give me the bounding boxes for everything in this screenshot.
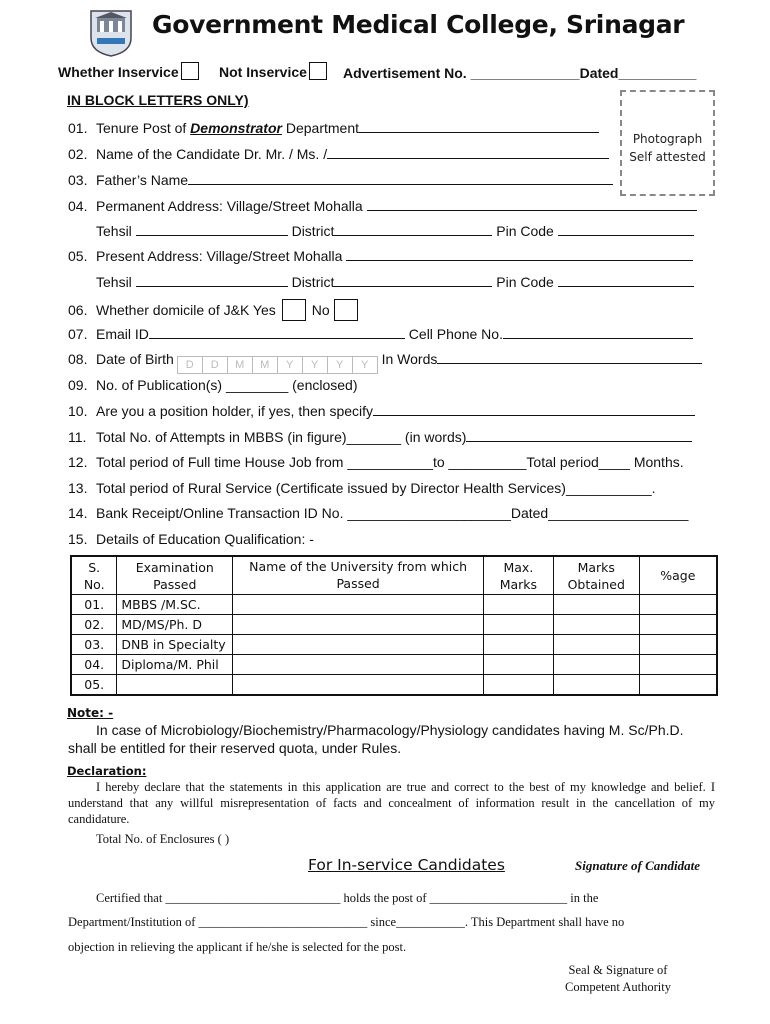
- domicile-yes-box[interactable]: [282, 299, 306, 321]
- header-university: Name of the University from which Passed: [233, 556, 484, 595]
- photo-label: Photograph: [632, 132, 703, 146]
- field-tenure-post: 01. Tenure Post of Demonstrator Department: [68, 120, 599, 136]
- table-row: 01. MBBS /M.SC.: [71, 595, 717, 615]
- field-permanent-address: 04. Permanent Address: Village/Street Mohalla: [68, 198, 697, 214]
- max-marks-cell[interactable]: [483, 635, 553, 655]
- present-address-input[interactable]: [346, 248, 693, 261]
- college-emblem-icon: [88, 8, 134, 58]
- percentage-cell[interactable]: [639, 655, 717, 675]
- marks-obtained-cell[interactable]: [553, 675, 639, 696]
- marks-obtained-cell[interactable]: [553, 615, 639, 635]
- domicile-no-box[interactable]: [334, 299, 358, 321]
- percentage-cell[interactable]: [639, 675, 717, 696]
- header-percentage: %age: [639, 556, 717, 595]
- dob-boxes[interactable]: D D M M Y Y Y Y: [178, 356, 378, 374]
- permanent-district-input[interactable]: [334, 223, 492, 236]
- note-heading: Note: -: [67, 706, 114, 720]
- not-inservice-label: Not Inservice: [219, 64, 307, 80]
- university-cell[interactable]: [233, 635, 484, 655]
- university-cell[interactable]: [233, 675, 484, 696]
- table-row: 04. Diploma/M. Phil: [71, 655, 717, 675]
- certification-line-2: Department/Institution of ___________________________ since___________. This Department shall have no: [68, 915, 625, 929]
- field-bank-receipt: 14. Bank Receipt/Online Transaction ID No. _____________________Dated__________________: [68, 505, 689, 521]
- marks-obtained-cell[interactable]: [553, 635, 639, 655]
- field-permanent-tehsil-row: Tehsil District Pin Code: [96, 223, 694, 239]
- photo-box[interactable]: [620, 90, 715, 196]
- page-title: Government Medical College, Srinagar: [152, 10, 685, 39]
- email-input[interactable]: [149, 326, 405, 339]
- field-mbbs-attempts: 11. Total No. of Attempts in MBBS (in figure)_______ (in words): [68, 429, 692, 445]
- permanent-pincode-input[interactable]: [558, 223, 694, 236]
- block-letters-instruction: IN BLOCK LETTERS ONLY): [67, 92, 249, 108]
- max-marks-cell[interactable]: [483, 655, 553, 675]
- signature-label: Signature of Candidate: [575, 858, 700, 873]
- marks-obtained-cell[interactable]: [553, 595, 639, 615]
- max-marks-cell[interactable]: [483, 595, 553, 615]
- percentage-cell[interactable]: [639, 595, 717, 615]
- field-father-name: 03. Father’s Name: [68, 172, 613, 188]
- header-marks-obtained: Marks Obtained: [553, 556, 639, 595]
- photo-sublabel: Self attested: [629, 150, 706, 164]
- enclosures-line: Total No. of Enclosures ( ): [96, 832, 230, 846]
- field-publications: 09. No. of Publication(s) ________ (enclosed): [68, 377, 358, 393]
- not-inservice-checkbox[interactable]: [309, 62, 327, 80]
- college-logo: [88, 8, 134, 58]
- marks-obtained-cell[interactable]: [553, 655, 639, 675]
- inservice-option: [58, 62, 199, 80]
- not-inservice-option: [219, 62, 327, 80]
- present-tehsil-input[interactable]: [136, 274, 288, 287]
- permanent-address-input[interactable]: [367, 198, 697, 211]
- university-cell[interactable]: [233, 595, 484, 615]
- table-row: 05.: [71, 675, 717, 696]
- table-header-row: [71, 556, 717, 595]
- table-row: 02. MD/MS/Ph. D: [71, 615, 717, 635]
- attempts-words-input[interactable]: [466, 429, 692, 442]
- certification-line-1: Certified that ____________________________ holds the post of ______________________ in the: [96, 891, 599, 905]
- university-cell[interactable]: [233, 615, 484, 635]
- header-exam: Examination Passed: [117, 556, 233, 595]
- inservice-label: Whether Inservice: [58, 64, 179, 80]
- field-house-job: 12. Total period of Full time House Job from ___________to __________Total period____ Months.: [68, 454, 684, 470]
- dob-in-words-input[interactable]: [437, 351, 702, 364]
- department-input[interactable]: [359, 120, 599, 133]
- note-text: In case of Microbiology/Biochemistry/Pharmacology/Physiology candidates having M. Sc/Ph.D. shall be entitled for their reserved quota, under Rules.: [68, 722, 684, 756]
- field-domicile: 06. Whether domicile of J&K Yes No: [68, 299, 364, 321]
- field-date-of-birth: 08. Date of Birth D D M M Y Y Y Y In Words: [68, 351, 702, 374]
- inservice-heading: For In-service Candidates: [308, 856, 505, 874]
- percentage-cell[interactable]: [639, 635, 717, 655]
- field-position-holder: 10. Are you a position holder, if yes, then specify: [68, 403, 695, 419]
- post-name: Demonstrator: [190, 120, 282, 136]
- max-marks-cell[interactable]: [483, 675, 553, 696]
- university-cell[interactable]: [233, 655, 484, 675]
- field-rural-service: 13. Total period of Rural Service (Certificate issued by Director Health Services)___________.: [68, 480, 656, 496]
- position-holder-input[interactable]: [373, 403, 695, 416]
- phone-input[interactable]: [503, 326, 693, 339]
- father-name-input[interactable]: [188, 172, 613, 185]
- certification-line-3: objection in relieving the applicant if he/she is selected for the post.: [68, 940, 407, 954]
- inservice-checkbox[interactable]: [181, 62, 199, 80]
- present-district-input[interactable]: [334, 274, 492, 287]
- percentage-cell[interactable]: [639, 615, 717, 635]
- seal-signature-block: Seal & Signature of Competent Authority: [565, 963, 671, 994]
- field-candidate-name: 02. Name of the Candidate Dr. Mr. / Ms. /: [68, 146, 609, 162]
- field-education-heading: 15. Details of Education Qualification: -: [68, 531, 314, 547]
- advertisement-line: Advertisement No. ______________Dated__________: [343, 65, 697, 81]
- table-row: 03. DNB in Specialty: [71, 635, 717, 655]
- present-pincode-input[interactable]: [558, 274, 694, 287]
- declaration-text: I hereby declare that the statements in this application are true and correct to the best of my knowledge and belief. I understand that any willful misrepresentation of facts and concealment of information result in the cancellation of my candidature.: [68, 780, 715, 826]
- field-present-address: 05. Present Address: Village/Street Mohalla: [68, 248, 693, 264]
- exam-cell[interactable]: [117, 675, 233, 696]
- max-marks-cell[interactable]: [483, 615, 553, 635]
- candidate-name-input[interactable]: [327, 146, 609, 159]
- permanent-tehsil-input[interactable]: [136, 223, 288, 236]
- education-table: [70, 555, 718, 696]
- declaration-heading: Declaration:: [67, 764, 147, 778]
- header-max-marks: Max. Marks: [483, 556, 553, 595]
- field-email-phone: 07. Email ID Cell Phone No.: [68, 326, 693, 342]
- field-present-tehsil-row: Tehsil District Pin Code: [96, 274, 694, 290]
- header-sno: S. No.: [71, 556, 117, 595]
